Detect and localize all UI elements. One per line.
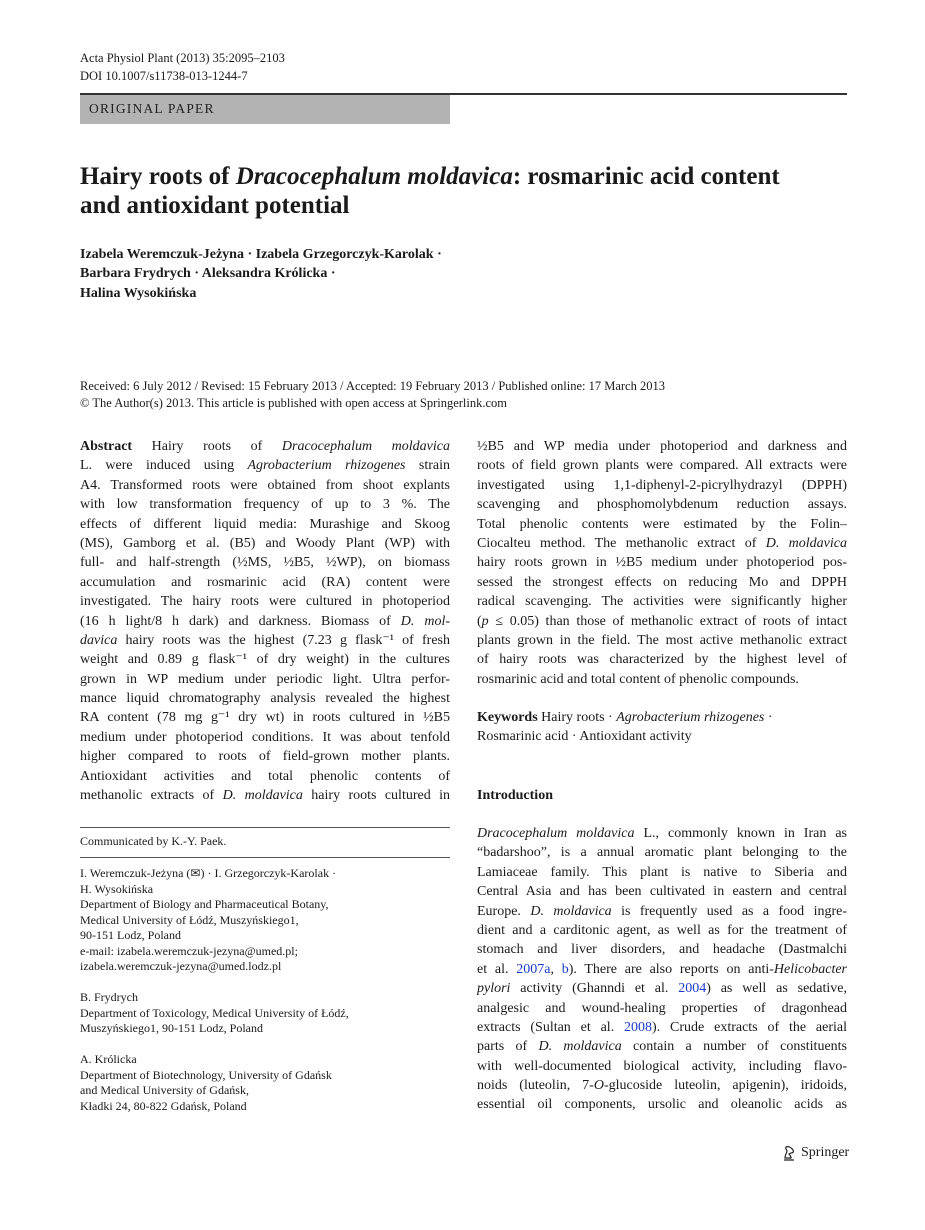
bold-label: Abstract	[80, 439, 133, 454]
text-segment: Hairy roots ·	[537, 710, 617, 725]
text-segment: radical scavenging. The activities were significantly higher	[477, 594, 847, 610]
text-segment: dient and a carditonic agent, as well as for the treatment of	[477, 922, 847, 938]
text-line	[80, 728, 450, 747]
text-line	[477, 437, 847, 456]
text-line	[477, 650, 847, 669]
affiliation-line: B. Frydrych	[80, 990, 138, 1004]
text-line	[477, 902, 847, 921]
affiliation-line: H. Wysokińska	[80, 881, 154, 896]
text-segment: RA content (78 mg g⁻¹ dry wt) in roots cultured in ½B5	[80, 710, 450, 726]
text-segment: et al.	[477, 961, 517, 977]
text-line	[477, 863, 847, 882]
text-line	[477, 1018, 847, 1037]
italic-text: O	[593, 1078, 604, 1094]
text-line	[477, 573, 847, 592]
text-segment: plants grown in the field. The most active methanolic extract	[477, 632, 847, 648]
text-segment: with low transformation frequency of up to 3 %. The	[80, 497, 450, 513]
text-line	[80, 553, 450, 572]
text-line	[80, 767, 450, 786]
italic-text: D. moldavica	[765, 535, 847, 551]
text-segment: noids (luteolin, 7-	[477, 1078, 594, 1094]
text-segment: is frequently used as a food ingre-	[611, 903, 847, 919]
italic-text: Agrobacterium rhizogenes	[616, 710, 765, 725]
italic-text: D. moldavica	[538, 1039, 622, 1055]
footnote-rule	[80, 827, 450, 828]
text-line	[80, 747, 450, 766]
article-history	[80, 378, 665, 411]
footnote-rule	[80, 857, 450, 858]
title-text: Hairy roots of	[80, 163, 236, 190]
text-segment: higher compared to roots of field-grown mother plants.	[80, 749, 450, 765]
text-segment: full- and half-strength (½MS, ½B5, ½WP), on biomass	[80, 555, 450, 571]
affiliation-3	[80, 1052, 450, 1114]
text-line	[80, 534, 450, 553]
text-line	[477, 1037, 847, 1056]
text-segment: investigated using 1,1-diphenyl-2-picrylhydrazyl (DPPH)	[477, 477, 847, 493]
italic-text: Agrobacterium rhizogenes	[247, 458, 406, 474]
text-segment: hairy roots grown in ½B5 medium under photoperiod pos-	[477, 555, 847, 571]
article-title	[80, 163, 840, 220]
affiliation-line: Kładki 24, 80-822 Gdańsk, Poland	[80, 1098, 247, 1113]
text-line	[80, 476, 450, 495]
copyright: © The Author(s) 2013. This article is published with open access at Springerlink.com	[80, 395, 508, 410]
citation-link[interactable]: 2008	[624, 1019, 653, 1035]
italic-text: D. mol-	[400, 613, 450, 629]
text-line	[80, 631, 450, 650]
text-segment: stomach and liver disorders, and headache (Dastmalchi	[477, 942, 847, 958]
history-dates: Received: 6 July 2012 / Revised: 15 February 2013 / Accepted: 19 February 2013 / Published online: 17 March 2013	[80, 379, 665, 393]
affiliation-line: Medical University of Łódź, Muszyńskiego1,	[80, 912, 299, 927]
text-segment: Antioxidant activities and total phenolic contents of	[80, 768, 450, 784]
text-segment: weight and 0.89 g flask⁻¹ of dry weight) in the cultures	[80, 652, 450, 668]
text-segment: contain a number of constituents	[621, 1039, 847, 1055]
text-segment: medium under photoperiod conditions. It was about tenfold	[80, 729, 450, 745]
affiliation-line: Department of Biology and Pharmaceutical Botany,	[80, 897, 329, 911]
italic-text: D. moldavica	[222, 788, 303, 804]
text-segment: extracts (Sultan et al.	[477, 1019, 625, 1035]
text-segment: hairy roots cultured in	[302, 788, 450, 804]
title-text: and antioxidant potential	[80, 191, 350, 219]
journal-citation: Acta Physiol Plant (2013) 35:2095–2103	[80, 51, 285, 65]
text-line	[477, 882, 847, 901]
text-line	[80, 708, 450, 727]
keywords	[477, 708, 847, 747]
text-line	[80, 495, 450, 514]
introduction-body	[477, 824, 847, 1115]
text-line	[80, 689, 450, 708]
affiliation-line: Department of Toxicology, Medical University of Łódź,	[80, 1005, 349, 1020]
text-segment: ,	[550, 961, 562, 977]
doi[interactable]: DOI 10.1007/s11738-013-1244-7	[80, 69, 248, 83]
text-segment: L. were induced using	[80, 458, 248, 474]
author-line: Barbara Frydrych · Aleksandra Królicka ·	[80, 266, 336, 282]
bold-label: Keywords	[477, 710, 538, 725]
text-segment: Central Asia and has been cultivated in eastern and central	[477, 884, 847, 900]
affiliation-line: 90-151 Lodz, Poland	[80, 928, 181, 942]
communicated-by: Communicated by K.-Y. Paek.	[80, 834, 227, 848]
text-segment: Lamiaceae family. This plant is native to Siberia and	[477, 864, 847, 880]
springer-knight-icon	[781, 1144, 797, 1162]
italic-text: davica	[80, 632, 118, 648]
text-line	[477, 1057, 847, 1076]
text-line	[477, 612, 847, 631]
text-line	[477, 1095, 847, 1114]
text-line	[477, 456, 847, 475]
text-line	[477, 999, 847, 1018]
text-segment: ≤ 0.05) than those of methanolic extract of roots of intact	[488, 613, 847, 629]
text-segment: Rosmarinic acid · Antioxidant activity	[477, 729, 692, 745]
text-segment: ). Crude extracts of the aerial	[652, 1019, 847, 1035]
text-line	[477, 979, 847, 998]
text-line	[80, 515, 450, 534]
text-segment: Hairy roots of	[132, 439, 282, 454]
text-line	[477, 534, 847, 553]
text-segment: parts of	[477, 1039, 539, 1055]
text-segment: (16 h light/8 h dark) and darkness. Biomass of	[80, 613, 401, 629]
text-line	[477, 708, 847, 727]
text-line	[477, 476, 847, 495]
text-line	[477, 553, 847, 572]
text-line	[477, 727, 847, 746]
text-line	[477, 670, 847, 689]
text-line	[477, 592, 847, 611]
affiliation-line: I. Weremczuk-Jeżyna (✉) · I. Grzegorczyk-Karolak ·	[80, 866, 337, 880]
title-species: Dracocephalum moldavica	[235, 163, 513, 190]
text-segment: with well-documented biological activity, including flavo-	[477, 1058, 847, 1074]
text-segment: grown in WP medium under periodic light. Ultra perfor-	[80, 671, 450, 687]
affiliation-line: A. Królicka	[80, 1052, 137, 1066]
text-segment: strain	[405, 458, 450, 474]
author-list	[80, 245, 442, 303]
text-line	[477, 921, 847, 940]
text-segment: ) as well as sedative,	[706, 981, 847, 997]
citation-link[interactable]: 2004	[678, 981, 707, 997]
text-segment: Europe.	[477, 903, 531, 919]
author-line: Halina Wysokińska	[80, 285, 197, 301]
text-line	[477, 515, 847, 534]
text-segment: effects of different liquid media: Murashige and Skoog	[80, 516, 450, 532]
citation-link[interactable]: b	[561, 961, 569, 977]
email-line[interactable]: e-mail: izabela.weremczuk-jezyna@umed.pl;	[80, 943, 298, 958]
abstract-right	[477, 437, 847, 689]
text-segment: A4. Transformed roots were obtained from shoot explants	[80, 477, 450, 493]
section-label: ORIGINAL PAPER	[89, 101, 215, 116]
text-line	[80, 456, 450, 475]
text-line	[80, 786, 450, 805]
text-segment: roots of field grown plants were compared. All extracts were	[477, 458, 847, 474]
text-segment: methanolic extracts of	[80, 788, 223, 804]
introduction-heading: Introduction	[477, 788, 553, 803]
author-line: Izabela Weremczuk-Jeżyna · Izabela Grzegorczyk-Karolak ·	[80, 247, 442, 262]
text-segment: mance liquid chromatography analysis revealed the highest	[80, 691, 450, 707]
text-line	[477, 940, 847, 959]
text-line	[80, 437, 450, 456]
section-banner	[80, 95, 450, 124]
text-line	[80, 650, 450, 669]
title-text: : rosmarinic acid content	[512, 163, 780, 190]
text-segment: activity (Ghanndi et al.	[510, 981, 679, 997]
text-line	[80, 670, 450, 689]
publisher-name: Springer	[801, 1145, 850, 1160]
text-segment: essential oil components, ursolic and oleanolic acids as	[477, 1097, 847, 1113]
text-segment: hairy roots was the highest (7.23 g flask⁻¹ of fresh	[117, 632, 450, 648]
text-segment: (MS), Gamborg et al. (B5) and Woody Plant (WP) with	[80, 535, 450, 551]
text-line	[477, 843, 847, 862]
text-segment: ½B5 and WP media under photoperiod and darkness and	[477, 439, 847, 454]
affiliation-line: Muszyńskiego1, 90-151 Lodz, Poland	[80, 1021, 263, 1035]
text-segment: ). There are also reports on anti-	[568, 961, 774, 977]
text-line	[477, 824, 847, 843]
affiliation-2	[80, 990, 450, 1037]
text-segment: analgesic and wound-healing properties of dragonhead	[477, 1000, 847, 1016]
text-segment: rosmarinic acid and total content of phenolic compounds.	[477, 671, 799, 687]
citation-link[interactable]: 2007a	[516, 961, 551, 977]
text-line	[80, 573, 450, 592]
text-segment: sessed the strongest effects on reducing Mo and DPPH	[477, 574, 847, 590]
text-line	[477, 960, 847, 979]
text-segment: of hairy roots was characterized by the highest level of	[477, 652, 847, 668]
text-segment: accumulation and rosmarinic acid (RA) content were	[80, 574, 450, 590]
affiliation-1	[80, 866, 450, 975]
text-line	[477, 631, 847, 650]
text-segment: Ciocalteu method. The methanolic extract of	[477, 535, 766, 551]
text-line	[477, 1076, 847, 1095]
springer-logo	[781, 1144, 849, 1162]
abstract-left	[80, 437, 450, 805]
italic-text: D. moldavica	[530, 903, 612, 919]
italic-text: p	[481, 613, 489, 629]
italic-text: Dracocephalum moldavica	[477, 826, 635, 841]
text-line	[477, 495, 847, 514]
italic-text: pylori	[477, 981, 511, 997]
affiliation-line: Department of Biotechnology, University of Gdańsk	[80, 1067, 332, 1082]
text-segment: (	[477, 613, 482, 629]
email-line[interactable]: izabela.weremczuk-jezyna@umed.lodz.pl	[80, 959, 282, 973]
text-segment: scavenging and phosphomolybdenum reduction assays.	[477, 497, 847, 513]
text-segment: “badarshoo”, is a annual aromatic plant belonging to the	[477, 845, 847, 861]
text-segment: ·	[764, 710, 773, 725]
text-segment: investigated. The hairy roots were cultured in photoperiod	[80, 594, 450, 610]
italic-text: Dracocephalum moldavica	[281, 439, 450, 454]
text-segment: Total phenolic contents were estimated by the Folin–	[477, 516, 847, 532]
text-line	[80, 612, 450, 631]
affiliation-line: and Medical University of Gdańsk,	[80, 1083, 249, 1097]
text-segment: -glucoside luteolin, apigenin), iridoids,	[603, 1078, 847, 1094]
italic-text: Helicobacter	[773, 961, 847, 977]
text-segment: L., commonly known in Iran as	[634, 826, 847, 841]
text-line	[80, 592, 450, 611]
